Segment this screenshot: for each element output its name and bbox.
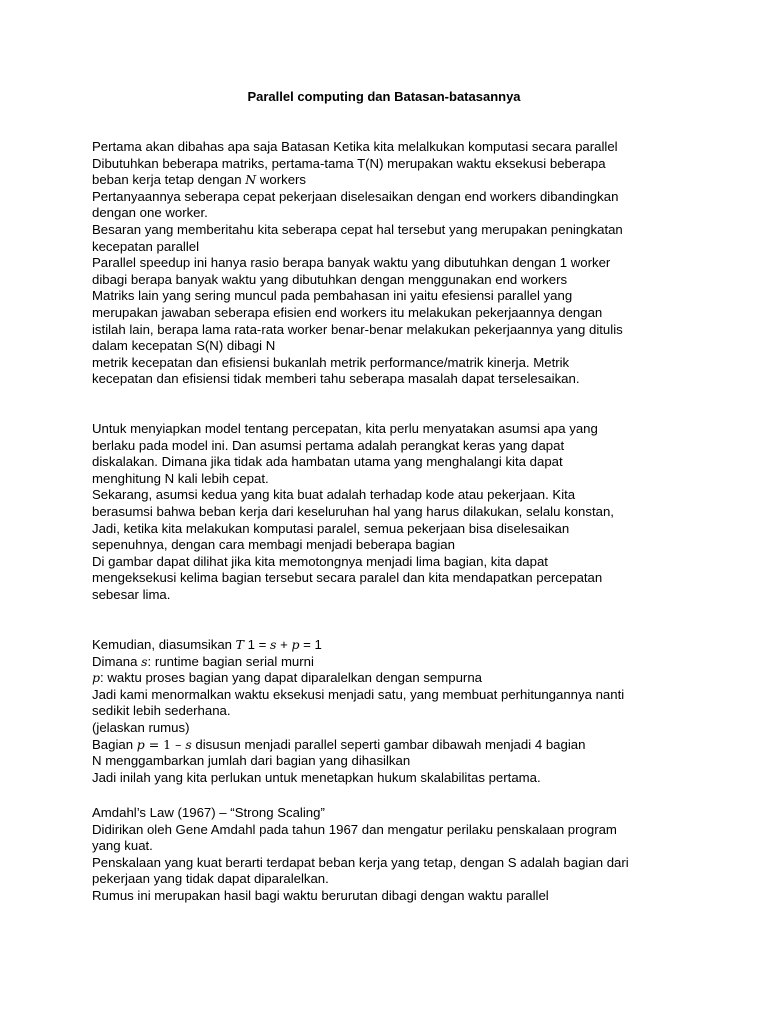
- paragraph-line: Dibutuhkan beberapa matriks, pertama-tama T(N) merupakan waktu eksekusi beberapa: [92, 155, 606, 171]
- section-amdahls-law: [92, 805, 692, 905]
- text-run: : runtime bagian serial murni: [147, 653, 314, 669]
- paragraph-line: Pertanyaannya seberapa cepat pekerjaan diselesaikan dengan end workers dibandingkan: [92, 188, 619, 204]
- text-run: Kemudian, diasumsikan: [92, 637, 236, 652]
- text-run: Dimana: [92, 653, 142, 669]
- paragraph-line: istilah lain, berapa lama rata-rata worker benar-benar melakukan pekerjaannya yang ditulis: [92, 321, 623, 337]
- parallel-part-line: [92, 737, 692, 754]
- paragraph-line: Didirikan oleh Gene Amdahl pada tahun 1967 dan mengatur perilaku penskalaan program: [92, 821, 617, 837]
- assumption-formula-line: [92, 637, 692, 654]
- math-symbol-p: p: [291, 637, 300, 652]
- section-parallel-metrics: [92, 139, 692, 388]
- math-symbol-p: p: [136, 736, 145, 752]
- paragraph-line: pekerjaan yang tidak dapat diparalelkan.: [92, 871, 329, 887]
- definition-s-line: [92, 654, 692, 671]
- paragraph-line: N menggambarkan jumlah dari bagian yang dihasilkan: [92, 753, 411, 769]
- math-symbol-p: p: [92, 670, 101, 686]
- document-title: Parallel computing dan Batasan-batasannya: [247, 89, 521, 104]
- paragraph-line: sepenuhnya, dengan cara membagi menjadi beberapa bagian: [92, 537, 455, 553]
- section-normalization: [92, 637, 692, 786]
- paragraph-line: sebesar lima.: [92, 586, 171, 602]
- paragraph-line: berlaku pada model ini. Dan asumsi pertama adalah perangkat keras yang dapat: [92, 437, 565, 453]
- paragraph-line: Jadi kami menormalkan waktu eksekusi menjadi satu, yang membuat perhitungannya nanti: [92, 686, 625, 702]
- text-run: = 1: [299, 637, 322, 652]
- paragraph-line: sedikit lebih sederhana.: [92, 703, 231, 719]
- text-run: beban kerja tetap dengan: [92, 172, 246, 188]
- paragraph-line: Matriks lain yang sering muncul pada pembahasan ini yaitu efesiensi parallel yang: [92, 288, 573, 304]
- paragraph-line: yang kuat.: [92, 838, 153, 854]
- paragraph-line: Besaran yang memberitahu kita seberapa cepat hal tersebut yang merupakan peningkatan: [92, 221, 623, 237]
- paragraph-line: [92, 172, 692, 189]
- text-run: +: [276, 637, 292, 652]
- paragraph-line: menghitung N kali lebih cepat.: [92, 470, 269, 486]
- text-run: = 1 –: [144, 736, 186, 752]
- text-run: : waktu proses bagian yang dapat diparalelkan dengan sempurna: [100, 670, 482, 686]
- paragraph-line: Untuk menyiapkan model tentang percepatan, kita perlu menyatakan asumsi apa yang: [92, 421, 598, 436]
- paragraph-line: Pertama akan dibahas apa saja Batasan Ketika kita melalkukan komputasi secara parallel: [92, 139, 618, 154]
- subheading: Amdahl’s Law (1967) – “Strong Scaling”: [92, 805, 325, 820]
- paragraph-line: merupakan jawaban seberapa efisien end workers itu melakukan pekerjaannya dengan: [92, 304, 603, 320]
- math-symbol-s: s: [270, 637, 277, 652]
- paragraph-line: berasumsi bahwa beban kerja dari keseluruhan hal yang harus dilakukan, selalu konstan,: [92, 503, 614, 519]
- paragraph-line: Jadi inilah yang kita perlukan untuk menetapkan hukum skalabilitas pertama.: [92, 769, 541, 785]
- definition-p-line: [92, 670, 692, 687]
- paragraph-line: metrik kecepatan dan efisiensi bukanlah metrik performance/matrik kinerja. Metrik: [92, 354, 570, 370]
- paragraph-line: (jelaskan rumus): [92, 719, 190, 735]
- paragraph-line: kecepatan parallel: [92, 238, 200, 254]
- math-symbol-s: s: [185, 736, 192, 752]
- text-run: disusun menjadi parallel seperti gambar dibawah menjadi 4 bagian: [191, 736, 586, 752]
- math-symbol-n: N: [245, 172, 257, 188]
- text-run: workers: [256, 172, 307, 188]
- paragraph-line: dibagi berapa banyak waktu yang dibutuhkan dengan menggunakan end workers: [92, 271, 568, 287]
- paragraph-line: Di gambar dapat dilihat jika kita memotongnya menjadi lima bagian, kita dapat: [92, 553, 548, 569]
- paragraph-line: Sekarang, asumsi kedua yang kita buat adalah terhadap kode atau pekerjaan. Kita: [92, 487, 576, 503]
- section-speedup-assumptions: [92, 421, 692, 604]
- paragraph-line: Parallel speedup ini hanya rasio berapa banyak waktu yang dibutuhkan dengan 1 worker: [92, 255, 611, 271]
- text-run: 1 =: [244, 637, 271, 652]
- paragraph-line: diskalakan. Dimana jika tidak ada hambatan utama yang menghalangi kita dapat: [92, 454, 563, 470]
- paragraph-line: kecepatan dan efisiensi tidak memberi tahu seberapa masalah dapat terselesaikan.: [92, 371, 580, 387]
- paragraph-line: Penskalaan yang kuat berarti terdapat beban kerja yang tetap, dengan S adalah bagian dari: [92, 854, 629, 870]
- math-symbol-s: s: [141, 653, 148, 669]
- paragraph-line: Rumus ini merupakan hasil bagi waktu berurutan dibagi dengan waktu parallel: [92, 887, 549, 903]
- text-run: Bagian: [92, 736, 137, 752]
- paragraph-line: dalam kecepatan S(N) dibagi N: [92, 338, 276, 354]
- paragraph-line: Jadi, ketika kita melakukan komputasi paralel, semua pekerjaan bisa diselesaikan: [92, 520, 570, 536]
- paragraph-line: mengeksekusi kelima bagian tersebut secara paralel dan kita mendapatkan percepatan: [92, 570, 603, 586]
- paragraph-line: dengan one worker.: [92, 205, 208, 221]
- math-symbol-t: T: [235, 637, 245, 652]
